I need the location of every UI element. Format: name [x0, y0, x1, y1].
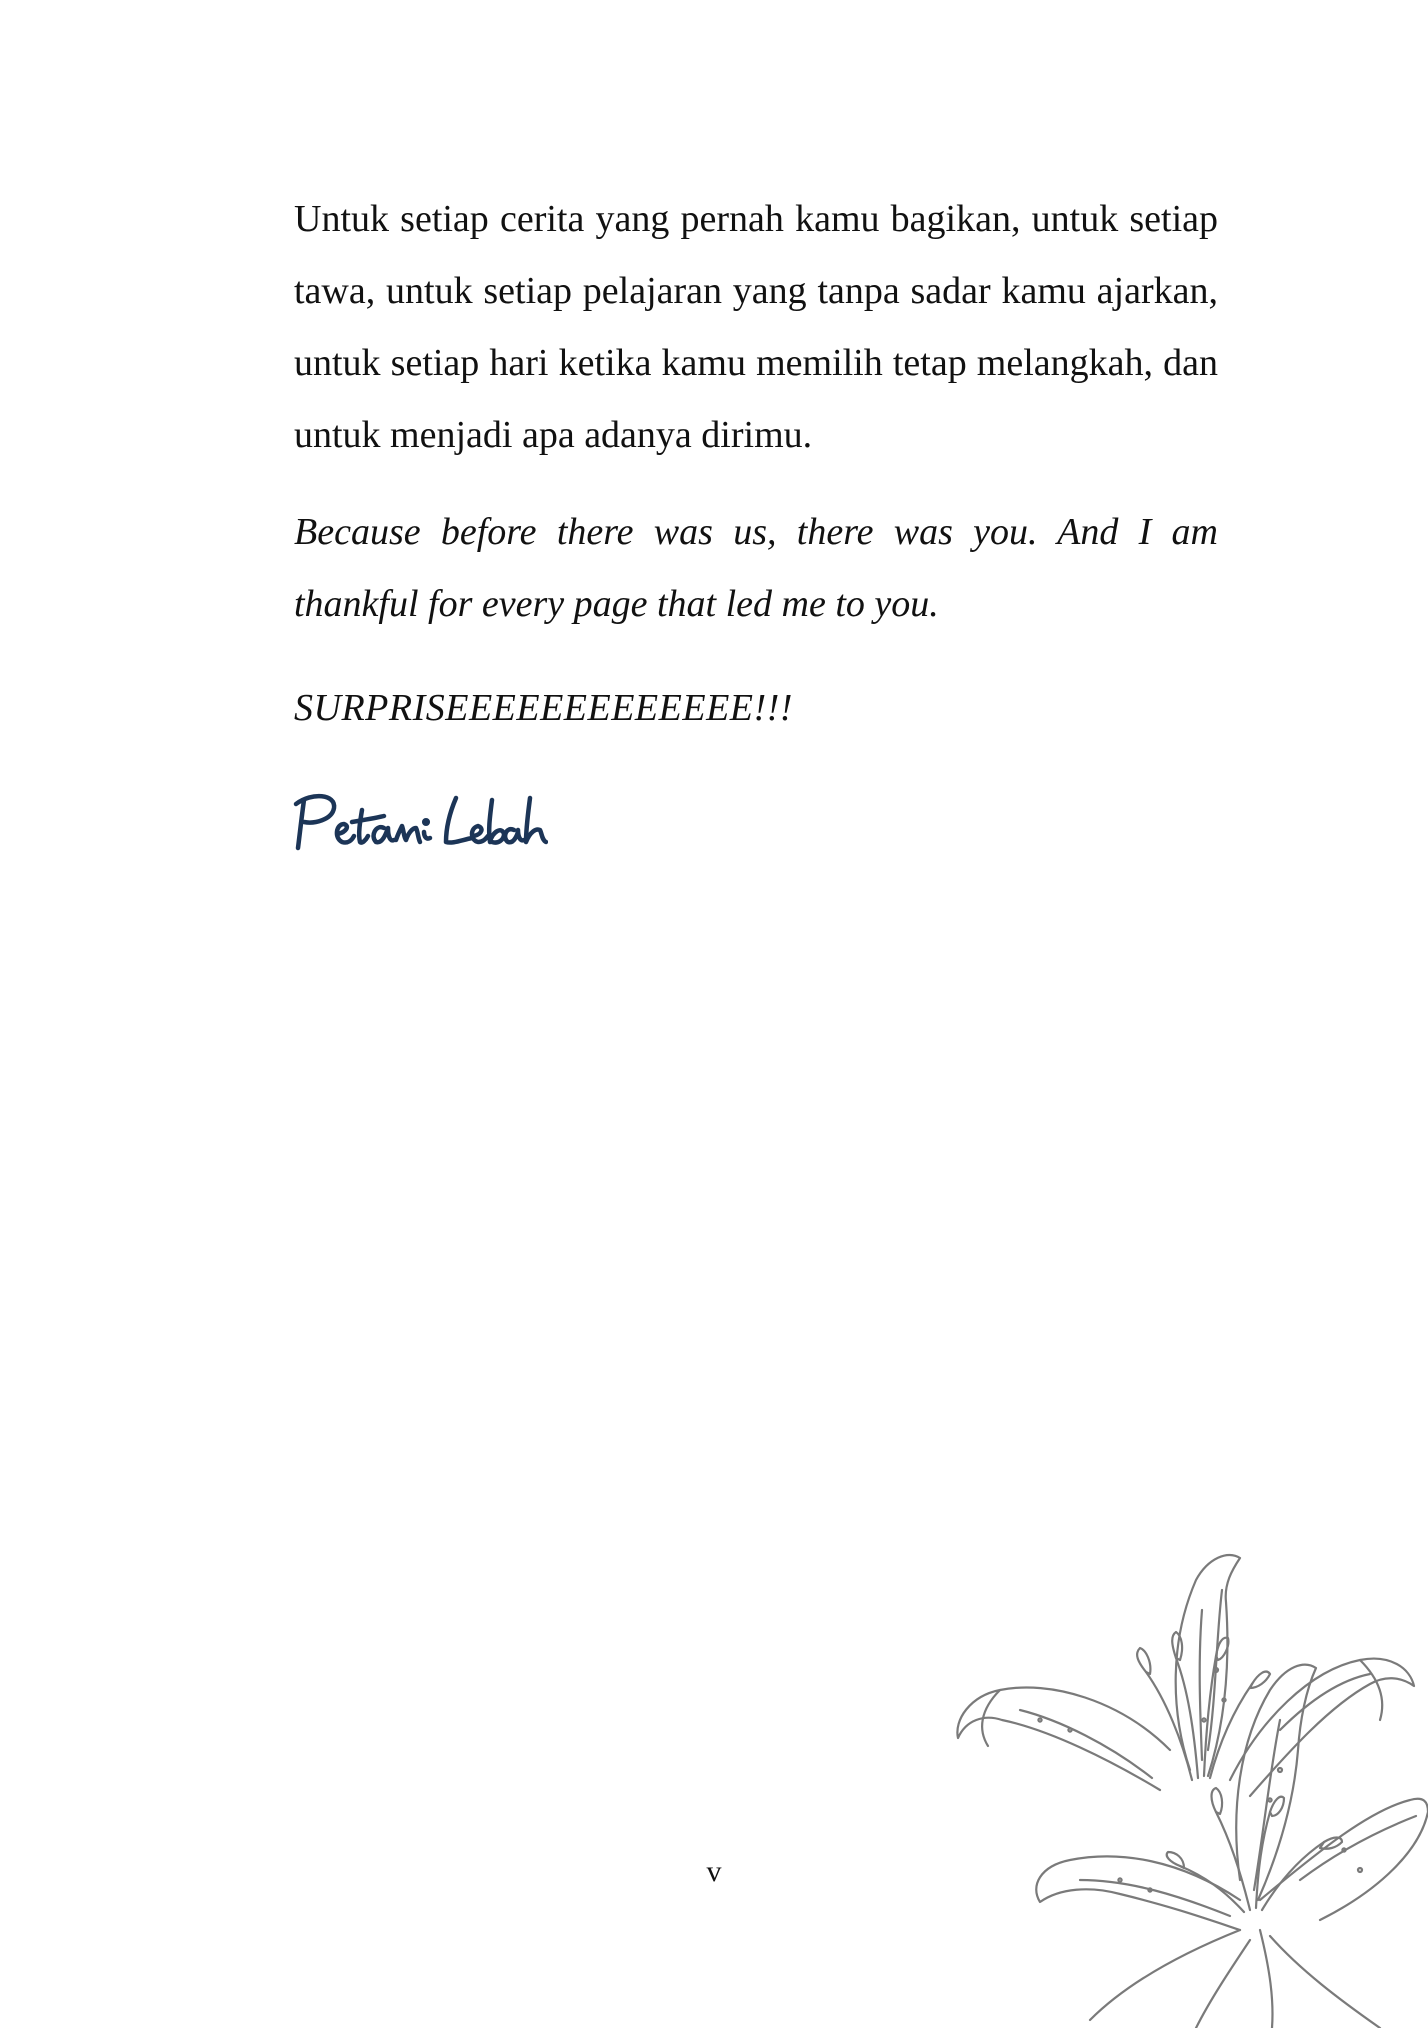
lily-flower-illustration [940, 1550, 1428, 2028]
body-paragraph: Untuk setiap cerita yang pernah kamu bagikan, untuk setiap tawa, untuk setiap pelajaran yang tanpa sadar kamu ajarkan, untuk setiap hari ketika kamu memilih tetap melangkah, dan untuk menjadi apa adanya dirimu. [294, 198, 1218, 456]
italic-paragraph: Because before there was us, there was you. And I am thankful for every page that led me to you. [294, 511, 1218, 625]
surprise-line: SURPRISEEEEEEEEEEEEE!!! [294, 687, 793, 729]
signature-image [288, 782, 548, 862]
page-number: v [706, 1855, 722, 1888]
